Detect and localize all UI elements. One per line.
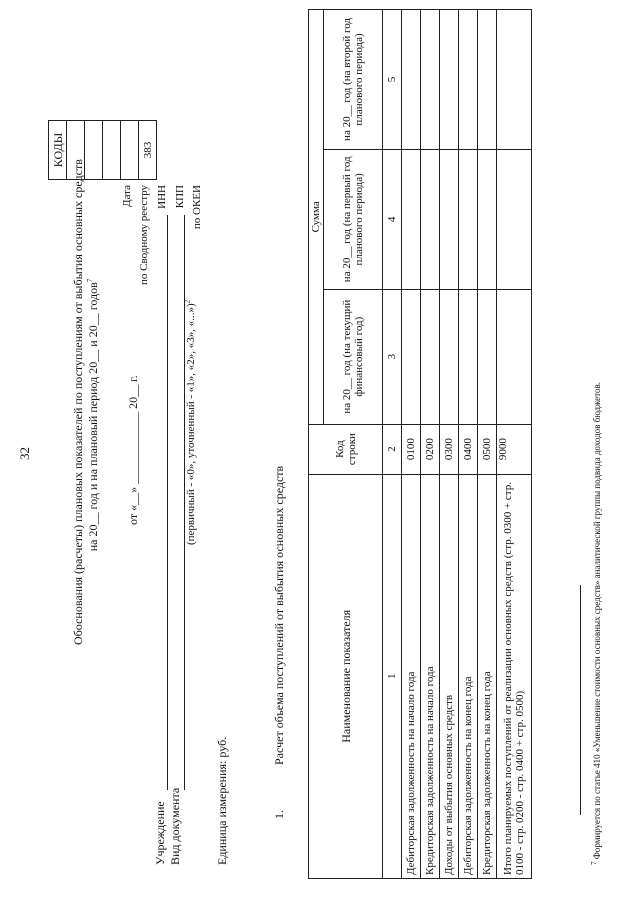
col-number: 3 (383, 289, 402, 424)
table-row (478, 10, 497, 879)
row-cell[interactable] (459, 149, 478, 289)
header-code: Код строки (309, 424, 383, 474)
row-code: 0400 (459, 424, 478, 474)
codes-row (103, 121, 121, 180)
form-subtitle-text: на 20__ год и на плановый период 20__ и 20__ годов (86, 282, 100, 552)
unit-label: Единица измерения: руб. (215, 736, 229, 865)
header-row (309, 10, 324, 879)
codes-label-kpp: КПП (174, 185, 186, 209)
row-name: Дебиторская задолженность на начало года (402, 474, 421, 878)
row-name: Дебиторская задолженность на конец года (459, 474, 478, 878)
page-number: 32 (17, 447, 32, 460)
row-code: 0300 (440, 424, 459, 474)
codes-label-okei: по ОКЕИ (191, 185, 203, 230)
footnote (592, 382, 603, 865)
codes-row (121, 121, 139, 180)
row-cell[interactable] (402, 289, 421, 424)
row-cell[interactable] (497, 149, 532, 289)
main-table (308, 9, 532, 879)
row-cell[interactable] (440, 10, 459, 150)
row-cell[interactable] (421, 149, 440, 289)
row-name: Кредиторская задолженность на начало года (421, 474, 440, 878)
codes-table (48, 120, 157, 180)
codes-value-registry[interactable] (85, 121, 103, 180)
codes-row (67, 121, 85, 180)
codes-label-registry: по Сводному реестру (138, 185, 150, 285)
col-number: 5 (383, 10, 402, 150)
row-cell[interactable] (478, 10, 497, 150)
date-line: от «__» ____________ 20__ г. (126, 375, 140, 525)
row-name: Доходы от выбытия основных средств (440, 474, 459, 878)
form-subtitle (86, 185, 100, 645)
row-cell[interactable] (497, 10, 532, 150)
codes-header-row (49, 121, 67, 180)
doc-type-note-mark: 2 (183, 299, 192, 304)
row-cell[interactable] (459, 10, 478, 150)
column-numbers-row (383, 10, 402, 879)
codes-label-inn: ИНН (156, 185, 168, 209)
table-row (421, 10, 440, 879)
col-number: 4 (383, 149, 402, 289)
table-row (402, 10, 421, 879)
title-footnote-mark: 7 (86, 278, 94, 283)
footnote-text: Формируется по статье 410 «Уменьшение стоимости основных средств» аналитической группы подвида доходов бюджетов. (592, 382, 602, 860)
form-title: Обоснования (расчеты) плановых показателей по поступлениям от выбытия основных средств (71, 159, 85, 645)
row-cell[interactable] (421, 10, 440, 150)
table-row (459, 10, 478, 879)
doc-type-note-text: (первичный - «0», уточненный - «1», «2», «3», «...») (185, 303, 197, 545)
table-row-total (497, 10, 532, 879)
header-col4: на 20__ год (на первый год планового периода) (324, 149, 383, 289)
section-number: 1. (272, 810, 286, 819)
footnote-divider (580, 585, 581, 815)
codes-value-kpp[interactable] (121, 121, 139, 180)
header-col3: на 20__ год (на текущий финансовый год) (324, 289, 383, 424)
footnote-mark: 7 (590, 861, 598, 865)
row-cell[interactable] (440, 289, 459, 424)
row-cell[interactable] (497, 289, 532, 424)
header-name: Наименование показателя (309, 474, 383, 878)
codes-row (85, 121, 103, 180)
row-cell[interactable] (402, 149, 421, 289)
row-name: Итого планируемых поступлений от реализации основных средств (стр. 0300 + стр. 0100 - стр. 0200 - стр. 0400 + стр. 0500) (497, 474, 532, 878)
col-number: 1 (383, 474, 402, 878)
codes-value-inn[interactable] (103, 121, 121, 180)
row-name: Кредиторская задолженность на конец года (478, 474, 497, 878)
row-cell[interactable] (440, 149, 459, 289)
row-cell[interactable] (459, 289, 478, 424)
codes-header: КОДЫ (49, 121, 67, 180)
codes-row (139, 121, 157, 180)
doc-type-label: Вид документа (168, 787, 182, 865)
header-sum: Сумма (309, 10, 324, 425)
codes-value-date[interactable] (67, 121, 85, 180)
row-code: 9000 (497, 424, 532, 474)
codes-label-date: Дата (121, 185, 133, 207)
table-row (440, 10, 459, 879)
header-col5: на 20__ год (на второй год планового периода) (324, 10, 383, 150)
row-code: 0100 (402, 424, 421, 474)
row-code: 0500 (478, 424, 497, 474)
codes-value-okei[interactable]: 383 (139, 121, 157, 180)
institution-label: Учреждение (153, 801, 167, 865)
row-cell[interactable] (402, 10, 421, 150)
row-cell[interactable] (478, 289, 497, 424)
row-cell[interactable] (478, 149, 497, 289)
row-cell[interactable] (421, 289, 440, 424)
section-title: Расчет объема поступлений от выбытия основных средств (272, 465, 286, 765)
col-number: 2 (383, 424, 402, 474)
row-code: 0200 (421, 424, 440, 474)
